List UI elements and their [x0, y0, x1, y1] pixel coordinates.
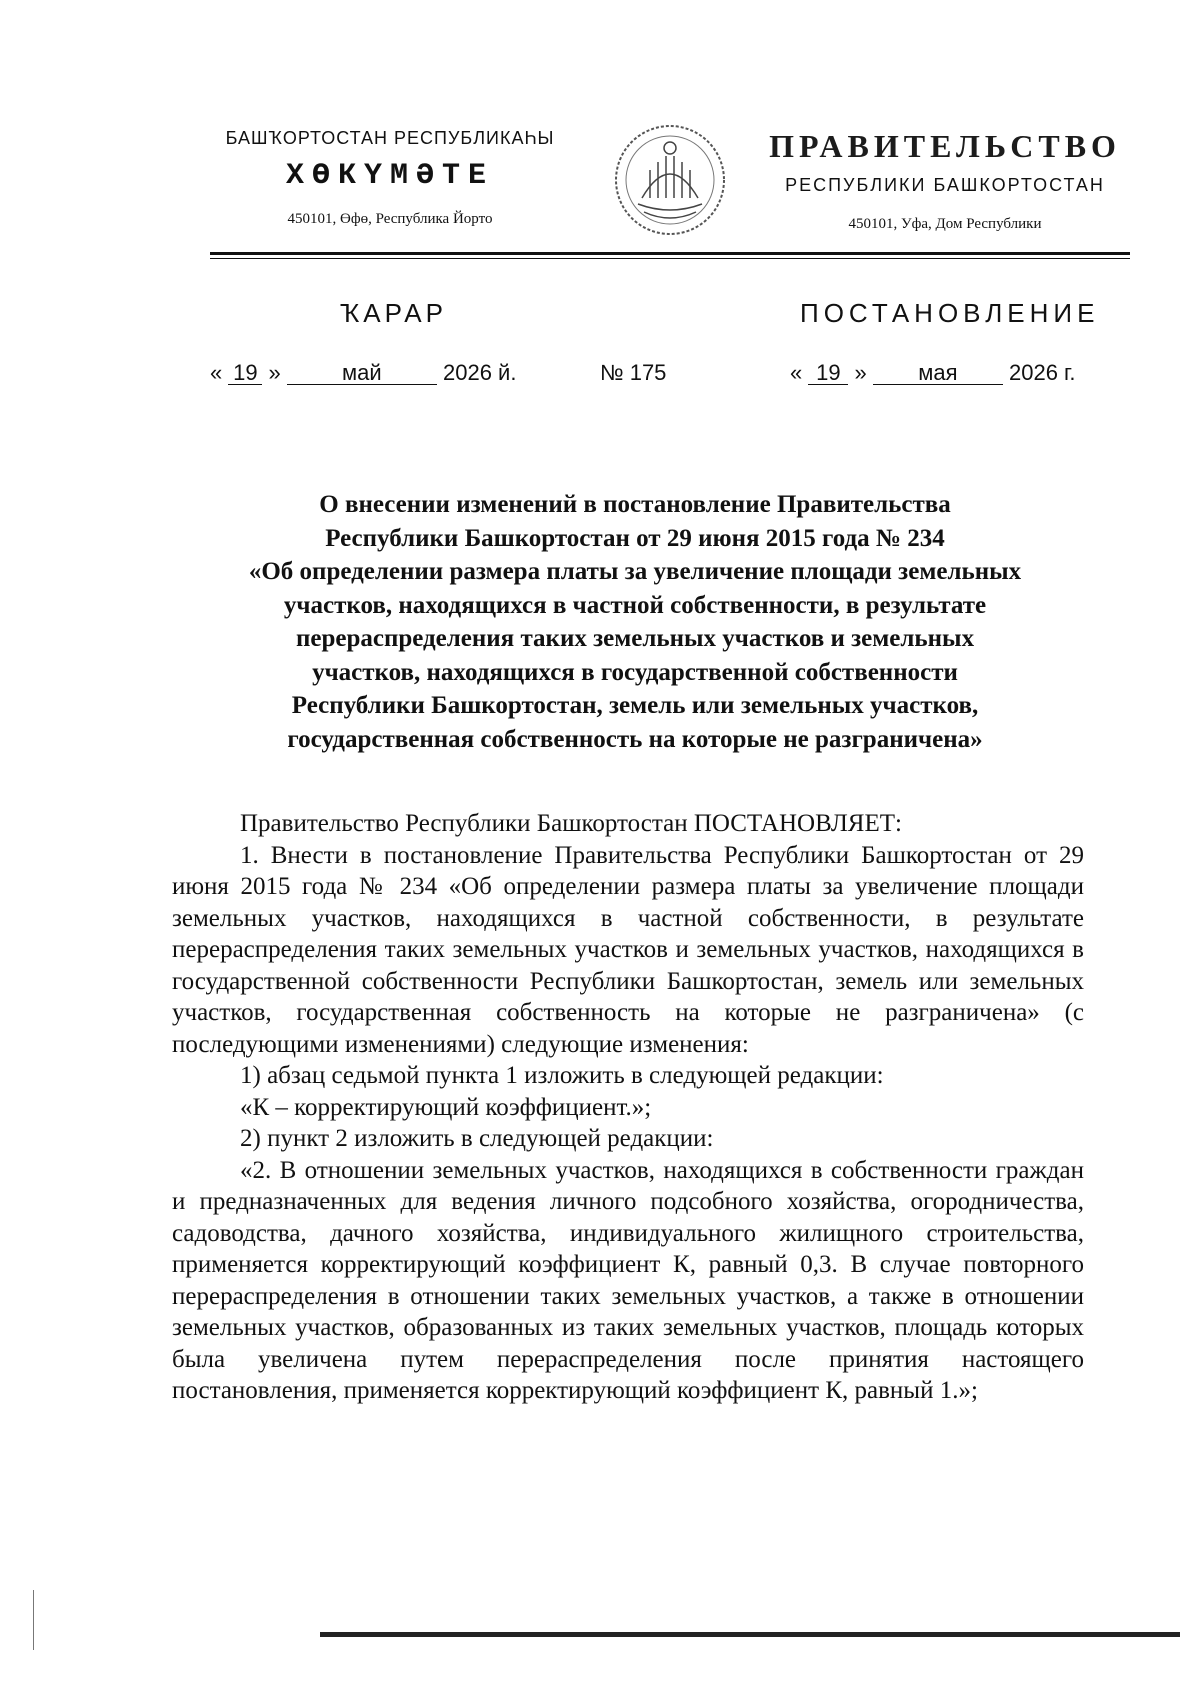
document-title	[170, 488, 1100, 756]
doc-type-bashkir: ҠАРАР	[340, 298, 447, 328]
quote-close: »	[854, 360, 867, 385]
date-month: май	[287, 362, 437, 385]
doc-type-russian: ПОСТАНОВЛЕНИЕ	[800, 298, 1100, 328]
scan-margin-mark	[33, 1590, 34, 1650]
title-line: О внесении изменений в постановление Правительства	[319, 491, 951, 518]
title-line: «Об определении размера платы за увеличение площади земельных	[248, 558, 1022, 585]
address-bashkir: 450101, Өфө, Республика Йорто	[287, 211, 493, 227]
title-line: Республики Башкортостан от 29 июня 2015 года № 234	[325, 524, 945, 552]
date-bashkir	[210, 360, 516, 386]
date-year: 2026 й.	[443, 360, 517, 385]
header-divider-thin	[210, 258, 1130, 259]
quote-open: «	[210, 360, 223, 385]
preamble-paragraph: Правительство Республики Башкортостан ПОСТАНОВЛЯЕТ:	[240, 810, 902, 837]
date-year: 2026 г.	[1009, 360, 1076, 385]
date-day: 19	[808, 362, 848, 385]
document-number: № 175	[600, 360, 667, 385]
header-left-block	[190, 128, 590, 228]
date-day: 19	[228, 362, 262, 385]
address-russian: 450101, Уфа, Дом Республики	[848, 216, 1042, 232]
document-body	[172, 808, 1084, 1407]
subitem-2-text: «2. В отношении земельных участков, находящихся в собственности граждан и предназначенных для ведения личного подсобного хозяйства, огородничества, садоводства, дачного хозяйства, индивидуального жилищного строительства, применяется корректирующий коэффициент К, равный 0,3. В случае повторного перераспределения в отношении таких земельных участков, а также в отношении земельных участков, образованных из таких земельных участков, площадь которых была увеличена путем перераспределения после принятия настоящего постановления, применяется корректирующий коэффициент К, равный 1.»;	[172, 1156, 1084, 1404]
title-line: Республики Башкортостан, земель или земельных участков,	[291, 692, 979, 719]
header-divider-thick	[210, 252, 1130, 255]
quote-close: »	[268, 360, 281, 385]
scan-bottom-edge	[320, 1632, 1180, 1637]
subitem-1-paragraph: 1) абзац седьмой пункта 1 изложить в следующей редакции:	[240, 1062, 884, 1089]
header-right-block	[760, 128, 1130, 233]
subitem-1-text: «К – корректирующий коэффициент.»;	[240, 1093, 652, 1121]
quote-open: «	[790, 360, 803, 385]
title-line: участков, находящихся в частной собственности, в результате	[283, 591, 987, 619]
bashkortostan-coat-of-arms-icon	[610, 120, 730, 240]
date-month: мая	[873, 362, 1003, 385]
government-name-russian: ПРАВИТЕЛЬСТВО	[769, 128, 1121, 164]
title-line: государственная собственность на которые не разграничена»	[287, 725, 983, 753]
item-1-paragraph: 1. Внести в постановление Правительства Республики Башкортостан от 29 июня 2015 года № 234 «Об определении размера платы за увеличение площади земельных участков, находящихся в частной собственности, в результате перераспределения таких земельных участков и земельных участков, находящихся в государственной собственности Республики Башкортостан, земель или земельных участков, государственная собственность на которые не разграничена» (с последующими изменениями) следующие изменения:	[172, 841, 1084, 1058]
date-russian	[790, 360, 1076, 386]
government-name-bashkir: ХӨКҮМӘТЕ	[285, 159, 495, 193]
republic-name-bashkir: БАШҠОРТОСТАН РЕСПУБЛИКАҺЫ	[225, 128, 555, 148]
title-line: перераспределения таких земельных участков и земельных	[295, 625, 975, 652]
title-line: участков, находящихся в государственной собственности	[312, 658, 958, 686]
republic-name-russian: РЕСПУБЛИКИ БАШКОРТОСТАН	[785, 175, 1105, 195]
subitem-2-paragraph: 2) пункт 2 изложить в следующей редакции:	[240, 1125, 714, 1152]
